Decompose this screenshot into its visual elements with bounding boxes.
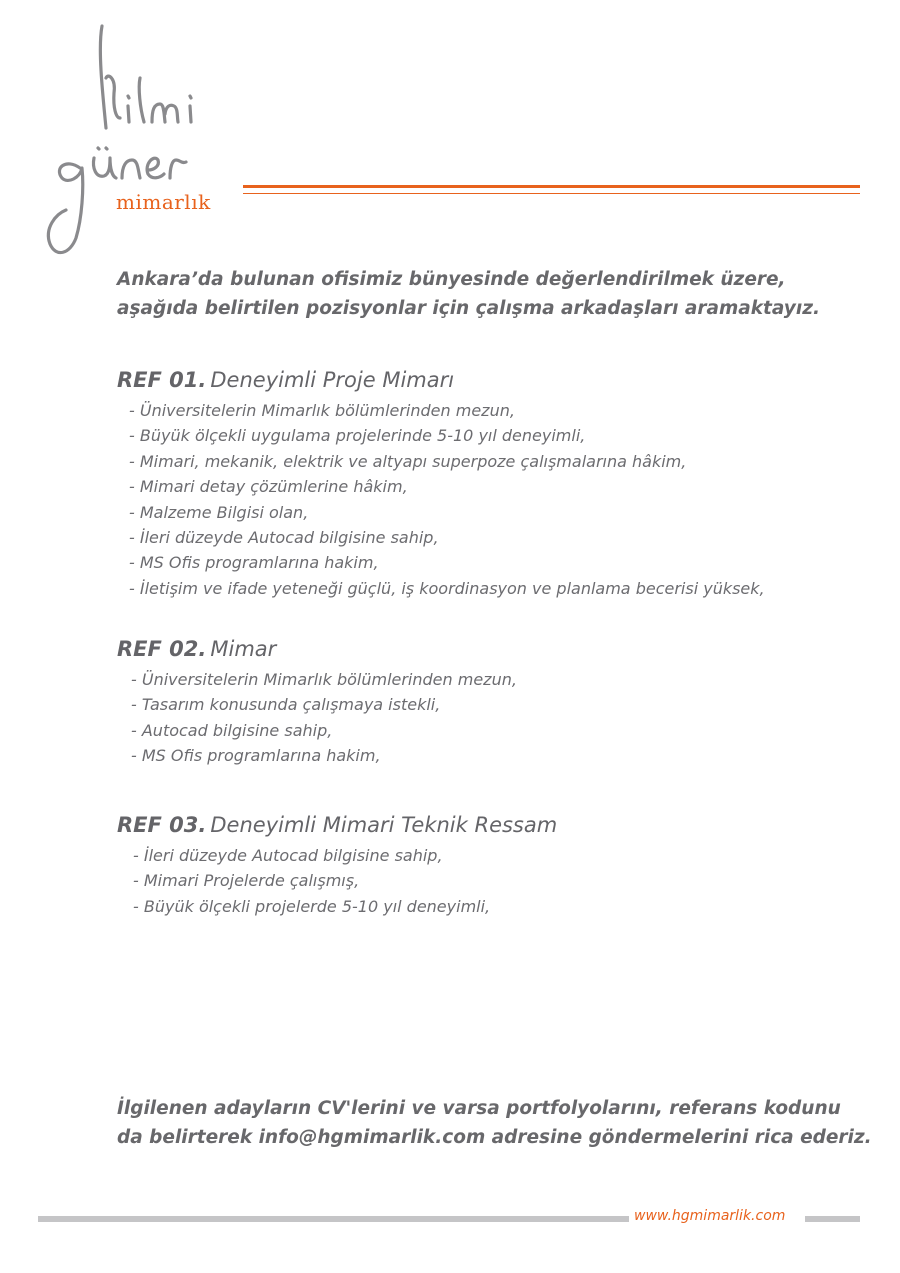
header-divider-thin xyxy=(243,193,860,194)
requirements-list xyxy=(131,667,517,769)
requirements-list xyxy=(133,843,557,919)
company-logo xyxy=(36,18,236,268)
position-title: Deneyimli Proje Mimarı xyxy=(210,368,455,392)
requirement-item: - MS Ofis programlarına hakim, xyxy=(129,550,765,575)
closing-paragraph xyxy=(117,1094,877,1152)
logo-signature-graphic xyxy=(36,18,236,268)
ref-code: REF 01. xyxy=(117,368,207,392)
intro-paragraph xyxy=(117,265,857,323)
requirement-item: - Malzeme Bilgisi olan, xyxy=(129,500,765,525)
closing-line: da belirterek info@hgmimarlik.com adresine göndermelerini rica ederiz. xyxy=(117,1127,872,1148)
position-heading xyxy=(117,635,517,663)
logo-wordmark: mimarlık xyxy=(116,190,211,214)
requirement-item: - Üniversitelerin Mimarlık bölümlerinden mezun, xyxy=(129,398,765,423)
requirement-item: - Mimari detay çözümlerine hâkim, xyxy=(129,474,765,499)
requirement-item: - Büyük ölçekli uygulama projelerinde 5-10 yıl deneyimli, xyxy=(129,423,765,448)
intro-line: aşağıda belirtilen pozisyonlar için çalışma arkadaşları aramaktayız. xyxy=(117,298,820,319)
header-divider-thick xyxy=(243,185,860,188)
requirement-item: - MS Ofis programlarına hakim, xyxy=(131,743,517,768)
position-ref-01 xyxy=(117,366,765,601)
requirement-item: - İleri düzeyde Autocad bilgisine sahip, xyxy=(129,525,765,550)
position-title: Mimar xyxy=(210,637,277,661)
requirement-item: - Autocad bilgisine sahip, xyxy=(131,718,517,743)
footer-bar-right xyxy=(805,1216,860,1222)
ref-code: REF 03. xyxy=(117,813,207,837)
requirement-item: - Mimari Projelerde çalışmış, xyxy=(133,868,557,893)
position-heading xyxy=(117,366,765,394)
requirement-item: - Mimari, mekanik, elektrik ve altyapı superpoze çalışmalarına hâkim, xyxy=(129,449,765,474)
header-divider xyxy=(243,185,860,197)
closing-line: İlgilenen adayların CV'lerini ve varsa portfolyolarını, referans kodunu xyxy=(117,1098,841,1119)
footer-bar-left xyxy=(38,1216,629,1222)
requirement-item: - Büyük ölçekli projelerde 5-10 yıl deneyimli, xyxy=(133,894,557,919)
requirement-item: - İletişim ve ifade yeteneği güçlü, iş koordinasyon ve planlama becerisi yüksek, xyxy=(129,576,765,601)
position-ref-02 xyxy=(117,635,517,769)
ref-code: REF 02. xyxy=(117,637,207,661)
requirement-item: - Tasarım konusunda çalışmaya istekli, xyxy=(131,692,517,717)
requirement-item: - İleri düzeyde Autocad bilgisine sahip, xyxy=(133,843,557,868)
requirement-item: - Üniversitelerin Mimarlık bölümlerinden mezun, xyxy=(131,667,517,692)
requirements-list xyxy=(129,398,765,601)
position-ref-03 xyxy=(117,811,557,919)
position-title: Deneyimli Mimari Teknik Ressam xyxy=(210,813,558,837)
footer-website-link[interactable]: www.hgmimarlik.com xyxy=(634,1208,786,1224)
position-heading xyxy=(117,811,557,839)
intro-line: Ankara’da bulunan ofisimiz bünyesinde değerlendirilmek üzere, xyxy=(117,269,786,290)
